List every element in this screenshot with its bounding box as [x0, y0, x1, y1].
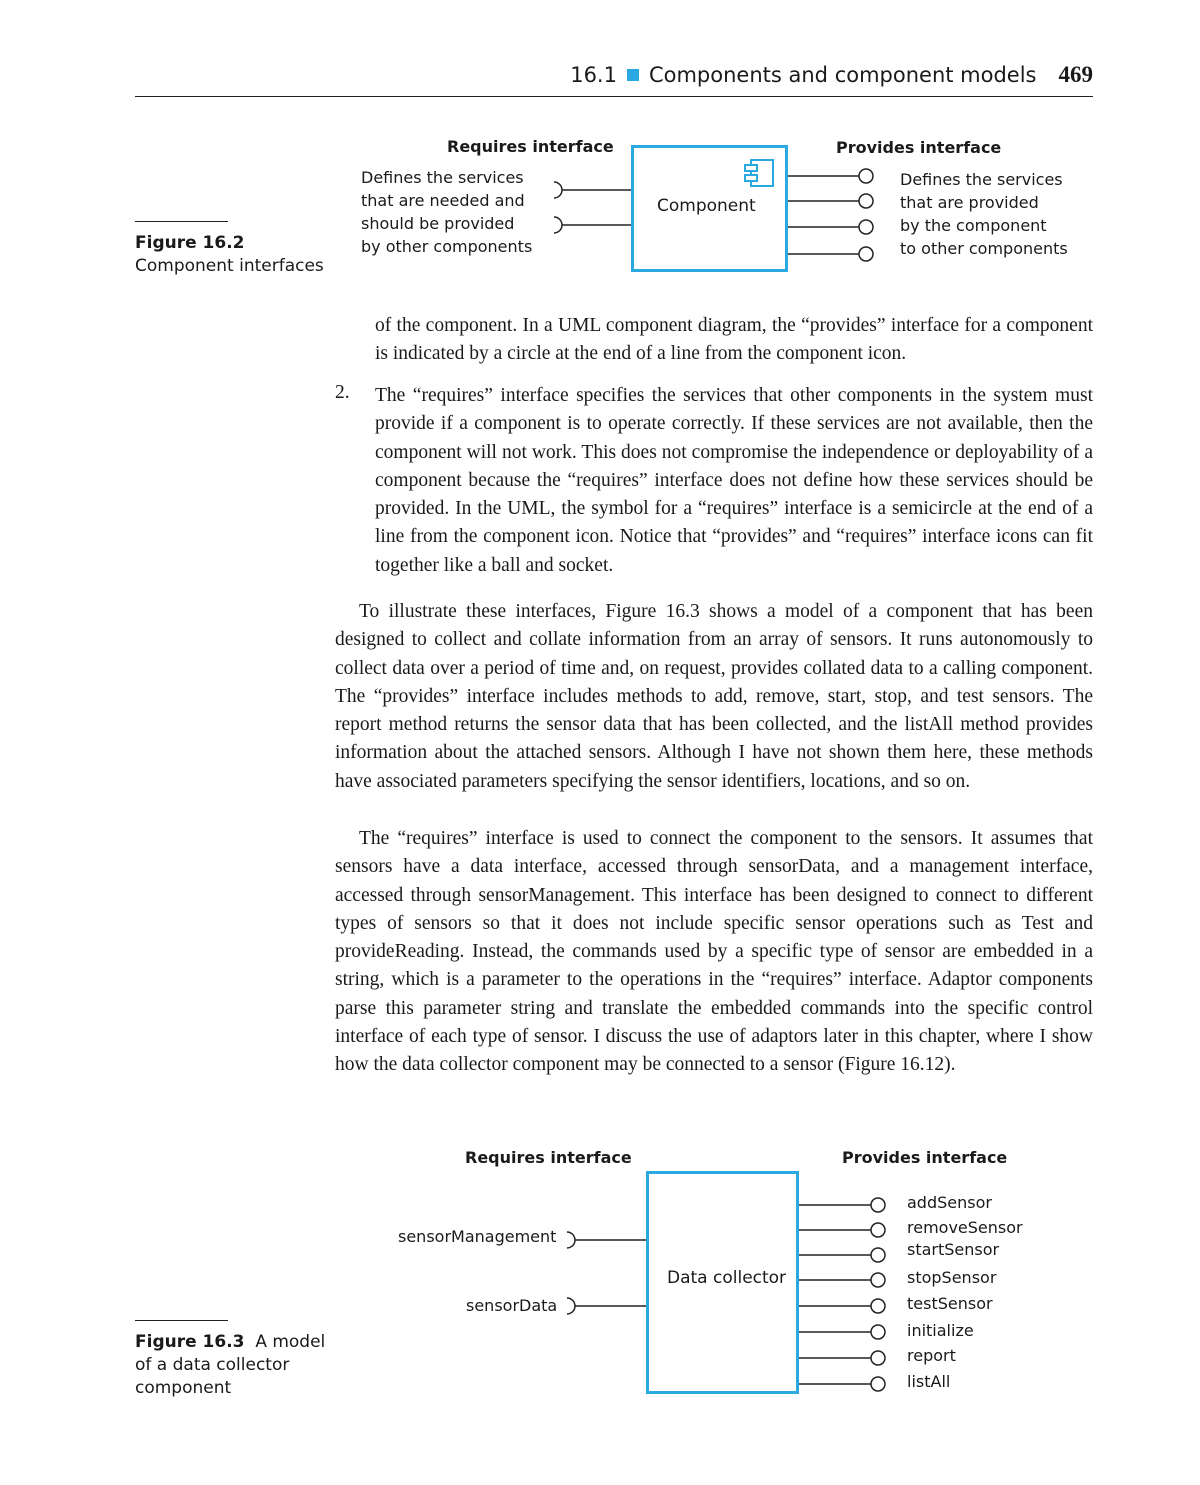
requires-desc-line: Defines the services [361, 168, 524, 187]
requires-interface-title: Requires interface [465, 1148, 632, 1167]
list-item-2: The “requires” interface specifies the services that other components in the system must provide if a component is to operate correctly. If these services are not available, then the component will not work. This does not compromise the independence or deployability of a component because the “requires” interface does not define how these services should be provided. In the UML, the symbol for a “requires” interface is a semicircle at the end of a line from the component icon. Notice that “provides” and “requires” interface icons can fit together like a ball and socket. [375, 385, 1093, 576]
provides-desc-line: Defines the services [900, 170, 1063, 189]
requires-desc-line: that are needed and [361, 191, 525, 210]
caption-label: Figure 16.3 [135, 1332, 245, 1352]
section-title: Components and component models [648, 63, 1037, 87]
provides-ball-icon [859, 247, 873, 261]
component-label: Component [657, 196, 756, 216]
op-initialize: initialize [907, 1321, 974, 1340]
provides-desc-line: by the component [900, 216, 1047, 235]
provides-ball-icon [871, 1273, 885, 1287]
op-test-sensor: testSensor [907, 1294, 993, 1313]
op-stop-sensor: stopSensor [907, 1268, 997, 1287]
caption-rule [135, 1320, 228, 1321]
provides-ball-icon [859, 194, 873, 208]
caption-text: A model of a data collector component [135, 1332, 326, 1398]
requires-socket-icon [554, 182, 562, 198]
provides-interface-title: Provides interface [842, 1148, 1008, 1167]
provides-desc-line: to other components [900, 239, 1068, 258]
paragraph-2: To illustrate these interfaces, Figure 16.3 shows a model of a component that has been designed to collect and collate information from an array of sensors. It runs autonomously to collect data over a period of time and, on request, provides collated data to a calling component. The “provides” interface includes methods to add, remove, start, stop, and test sensors. The report method returns the sensor data that has been collected, and the listAll method provides information about the attached sensors. Although I have not shown them here, these methods have associated parameters specifying the sensor identifiers, locations, and so on. [335, 601, 1093, 792]
provides-ball-icon [871, 1248, 885, 1262]
provides-desc-line: that are provided [900, 193, 1039, 212]
provides-ball-icon [871, 1351, 885, 1365]
paragraph-continuation: of the component. In a UML component diagram, the “provides” interface for a component is indicated by a circle at the end of a line from the component icon. [375, 315, 1093, 365]
op-remove-sensor: removeSensor [907, 1218, 1023, 1237]
requires-socket-icon [554, 217, 562, 233]
requires-socket-icon [567, 1232, 575, 1248]
provides-ball-icon [871, 1377, 885, 1391]
component-icon [745, 160, 773, 186]
section-number: 16.1 [570, 63, 617, 87]
data-collector-label: Data collector [667, 1268, 787, 1288]
op-list-all: listAll [907, 1372, 951, 1391]
requires-socket-icon [567, 1298, 575, 1314]
requires-desc-line: by other components [361, 237, 533, 256]
op-report: report [907, 1346, 956, 1365]
provides-ball-icon [859, 220, 873, 234]
caption-text: Component interfaces [135, 256, 324, 276]
figure-16-3-caption [135, 1320, 330, 1400]
op-start-sensor: startSensor [907, 1240, 1000, 1259]
provides-ball-icon [871, 1325, 885, 1339]
provides-ball-icon [859, 169, 873, 183]
list-number: 2. [335, 382, 350, 403]
provides-interface-title: Provides interface [836, 138, 1002, 157]
requires-interface-title: Requires interface [447, 137, 614, 156]
caption-label: Figure 16.2 [135, 233, 245, 253]
provides-ball-icon [871, 1198, 885, 1212]
sensor-data-interface: sensorData [466, 1296, 558, 1315]
paragraph-3: The “requires” interface is used to connect the component to the sensors. It assumes that sensors have a data interface, accessed through sensorData, and a management interface, accessed through sensorManagement. This interface has been designed to connect to different types of sensors so that it does not include specific sensor operations such as Test and provideReading. Instead, the commands used by a specific type of sensor are embedded in a string, which is a parameter to the operations in the “requires” interface. Adaptor components parse this parameter string and translate the embedded commands into the specific control interface of each type of sensor. I discuss the use of adaptors later in this chapter, where I show how the data collector component may be connected to a sensor (Figure 16.12). [335, 828, 1093, 1076]
sensor-management-interface: sensorManagement [398, 1227, 557, 1246]
op-add-sensor: addSensor [907, 1193, 992, 1212]
provides-ball-icon [871, 1299, 885, 1313]
page-number: 469 [1058, 62, 1093, 87]
requires-desc-line: should be provided [361, 214, 515, 233]
provides-ball-icon [871, 1223, 885, 1237]
